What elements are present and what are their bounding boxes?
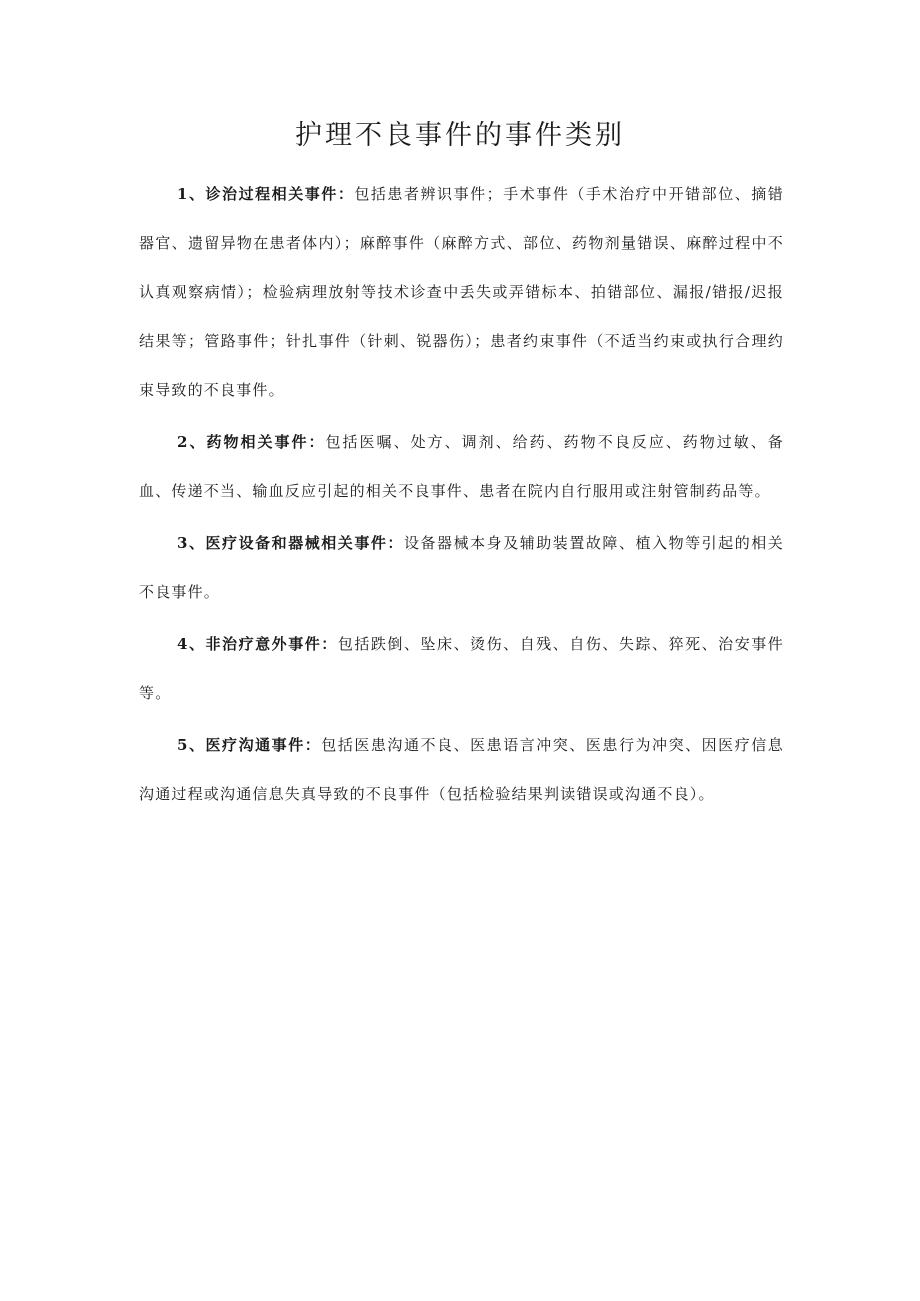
section-5-text: 包括医患沟通不良、医患语言冲突、医患行为冲突、因医疗信息沟通过程或沟通信息失真导致的不良事件（包括检验结果判读错误或沟通不良）。: [139, 736, 784, 803]
section-1-paragraph: [139, 170, 784, 415]
section-4-heading: 4、非治疗意外事件：: [177, 635, 338, 653]
section-1-text: 包括患者辨识事件；手术事件（手术治疗中开错部位、摘错器官、遗留异物在患者体内）；麻醉事件（麻醉方式、部位、药物剂量错误、麻醉过程中不认真观察病情）；检验病理放射等技术诊查中丢失或弄错标本、拍错部位、漏报/错报/迟报结果等；管路事件；针扎事件（针刺、锐器伤）；患者约束事件（不适当约束或执行合理约束导致的不良事件。: [139, 185, 785, 399]
section-4-paragraph: [139, 620, 784, 718]
section-4-text: 包括跌倒、坠床、烫伤、自残、自伤、失踪、猝死、治安事件等。: [139, 635, 784, 702]
section-2-paragraph: [139, 418, 784, 516]
section-3-heading: 3、医疗设备和器械相关事件：: [177, 534, 404, 552]
section-1-heading: 1、诊治过程相关事件：: [177, 185, 355, 203]
section-2-heading: 2、药物相关事件：: [177, 433, 326, 451]
section-2-text: 包括医嘱、处方、调剂、给药、药物不良反应、药物过敏、备血、传递不当、输血反应引起的相关不良事件、患者在院内自行服用或注射管制药品等。: [139, 433, 784, 500]
section-3-text: 设备器械本身及辅助装置故障、植入物等引起的相关不良事件。: [139, 534, 784, 601]
document-body: [139, 170, 784, 822]
section-5-heading: 5、医疗沟通事件：: [177, 736, 322, 754]
section-3-paragraph: [139, 519, 784, 617]
section-5-paragraph: [139, 721, 784, 819]
page-title: 护理不良事件的事件类别: [295, 120, 625, 151]
